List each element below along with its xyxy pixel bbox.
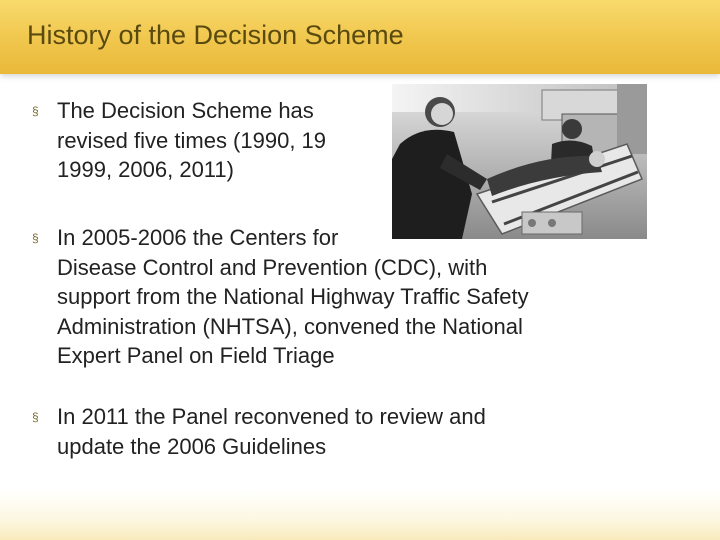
bullet-2-line-4: Administration (NHTSA), convened the National [57,313,523,339]
bullet-1-text [57,96,326,185]
bullet-1-line-3: 1999, 2006, 2011) [57,157,234,182]
ambulance-interior-image [392,84,647,239]
bullet-2-text [57,223,529,371]
slide-title: History of the Decision Scheme [27,20,404,50]
bullet-3-line-2: update the 2006 Guidelines [57,433,327,459]
bullet-1-line-2: revised five times (1990, 19 [57,127,327,153]
bullet-2-line-3: support from the National Highway Traffic Safety [57,284,529,309]
bullet-2-line-1: In 2005-2006 the Centers for [57,225,339,250]
bullet-marker: § [32,104,39,118]
bullet-2-line-2: Disease Control and Prevention (CDC), with [57,254,488,280]
bullet-marker: § [32,410,39,424]
ambulance-photo [392,84,647,239]
bullet-3-line-1: In 2011 the Panel reconvened to review and [57,404,486,429]
bullet-2-line-5: Expert Panel on Field Triage [57,343,335,368]
bullet-3-text [57,402,486,461]
bullet-marker: § [32,231,39,245]
bullet-1-line-1: The Decision Scheme has [57,98,314,123]
